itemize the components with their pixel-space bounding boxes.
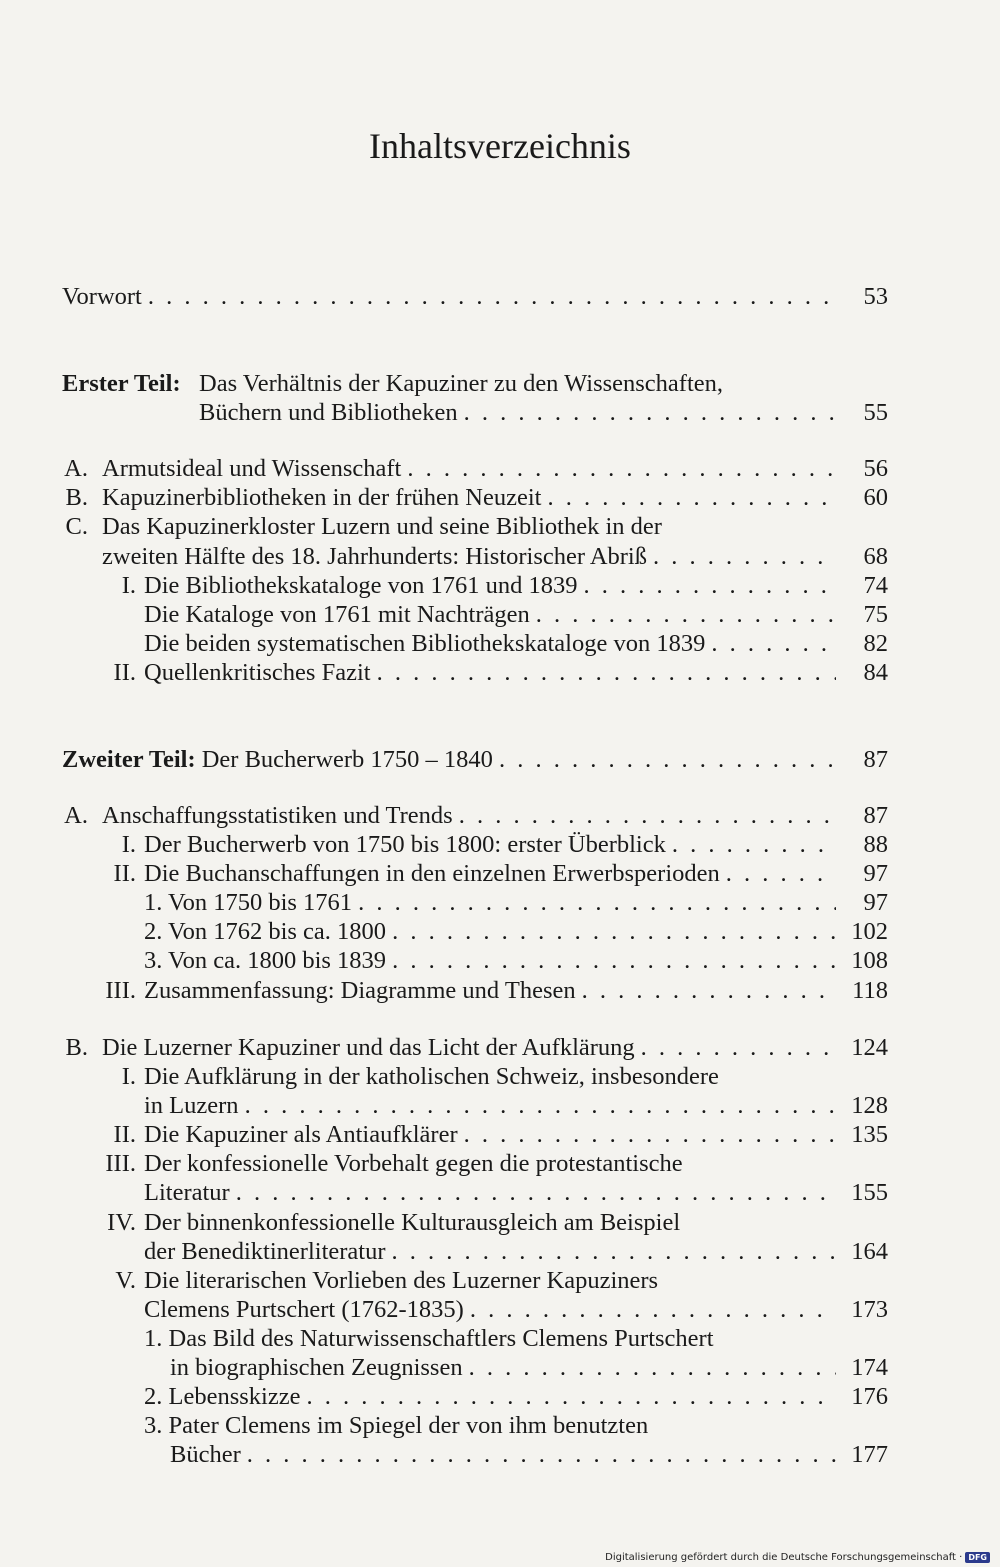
toc-entry-anschaffungsstatistiken[interactable] (102, 801, 888, 831)
dot-leader (392, 1237, 837, 1267)
toc-page-number: 102 (851, 918, 888, 945)
toc-entry-konfessioneller-vorbehalt[interactable] (144, 1178, 888, 1208)
toc-page-number: 53 (863, 283, 888, 310)
section-marker: B. (65, 1034, 88, 1061)
toc-page-number: 88 (863, 831, 888, 858)
toc-entry-text-line: 3. Pater Clemens im Spiegel der von ihm benutzten (144, 1412, 649, 1439)
dot-leader (407, 454, 836, 484)
toc-page-number: 74 (863, 572, 888, 599)
part-label: Erster Teil: (62, 370, 181, 397)
digitization-footer (605, 1552, 990, 1563)
toc-entry-biographische-zeugnisse[interactable] (170, 1353, 888, 1383)
dot-leader (464, 398, 836, 428)
toc-page-number: 135 (851, 1121, 888, 1148)
toc-page-number: 60 (863, 484, 888, 511)
toc-page-number: 155 (851, 1179, 888, 1206)
section-marker: I. (121, 1063, 136, 1090)
part-heading-erster-teil (62, 369, 181, 399)
dot-leader (641, 1033, 836, 1063)
toc-entry-text-line: Der konfessionelle Vorbehalt gegen die protestantische (144, 1150, 683, 1177)
toc-entry-text-line: Das Verhältnis der Kapuziner zu den Wissenschaften, (199, 370, 724, 397)
dot-leader (148, 282, 836, 312)
toc-entry-lebensskizze[interactable] (144, 1382, 888, 1412)
part-label: Zweiter Teil: (62, 746, 196, 773)
toc-entry-text-line: 1. Das Bild des Naturwissenschaftlers Clemens Purtschert (144, 1325, 714, 1352)
dot-leader (236, 1178, 836, 1208)
page-title: Inhaltsverzeichnis (369, 126, 631, 166)
toc-page-number: 87 (863, 746, 888, 773)
section-marker: I. (121, 831, 136, 858)
toc-entry-kataloge-1839[interactable] (144, 629, 888, 659)
toc-page-number: 56 (863, 455, 888, 482)
section-marker: A. (64, 455, 88, 482)
toc-entry-text-line: Die literarischen Vorlieben des Luzerner Kapuziners (144, 1267, 659, 1294)
toc-entry-label: 1. Von 1750 bis 1761 (144, 889, 353, 916)
toc-entry-label: 2. Lebensskizze (144, 1383, 301, 1410)
toc-entry-label: Die Buchanschaffungen in den einzelnen Erwerbsperioden (144, 860, 720, 887)
toc-entry-label: 3. Von ca. 1800 bis 1839 (144, 947, 387, 974)
dot-leader (245, 1091, 836, 1121)
toc-page-number: 164 (851, 1238, 888, 1265)
dot-leader (536, 600, 836, 630)
toc-entry-label: Die Kapuziner als Antiaufklärer (144, 1121, 458, 1148)
dot-leader (247, 1440, 836, 1470)
dot-leader (583, 571, 836, 601)
section-marker: I. (121, 572, 136, 599)
toc-entry-bucherwerb-ueberblick[interactable] (144, 830, 888, 860)
section-marker: C. (65, 513, 88, 540)
dot-leader (653, 542, 836, 572)
section-marker: II. (113, 860, 136, 887)
section-marker: B. (65, 484, 88, 511)
toc-entry-label: Anschaffungsstatistiken und Trends (102, 802, 453, 829)
toc-page-number: 118 (852, 977, 888, 1004)
toc-entry-text-line: Die Aufklärung in der katholischen Schweiz, insbesondere (144, 1063, 719, 1090)
dot-leader (582, 976, 836, 1006)
toc-entry-kapuzinerbibliotheken[interactable] (102, 483, 888, 513)
toc-entry-kataloge-1761[interactable] (144, 600, 888, 630)
dot-leader (459, 801, 836, 831)
toc-entry-antiaufklaerer[interactable] (144, 1120, 888, 1150)
dfg-logo-icon: DFG (965, 1552, 990, 1563)
toc-page-number: 75 (863, 601, 888, 628)
dot-leader (392, 946, 836, 976)
section-marker: II. (113, 659, 136, 686)
toc-page-number: 177 (851, 1441, 888, 1468)
toc-entry-label: Die Bibliothekskataloge von 1761 und 1839 (144, 572, 578, 599)
dot-leader (499, 745, 836, 775)
footer-text: Digitalisierung gefördert durch die Deutsche Forschungsgemeinschaft · (605, 1552, 963, 1563)
toc-page-number: 124 (851, 1034, 888, 1061)
toc-entry-buchanschaffungen[interactable] (144, 859, 888, 889)
toc-page-number: 108 (851, 947, 888, 974)
toc-page-number: 128 (851, 1092, 888, 1119)
dot-leader (711, 629, 836, 659)
toc-entry-licht-der-aufklaerung[interactable] (102, 1033, 888, 1063)
dot-leader (392, 917, 836, 947)
toc-entry-clemens-purtschert[interactable] (144, 1295, 888, 1325)
dot-leader (377, 658, 836, 688)
toc-entry-kulturausgleich[interactable] (144, 1237, 888, 1267)
toc-entry-label: Die Luzerner Kapuziner und das Licht der Aufklärung (102, 1034, 635, 1061)
dot-leader (547, 483, 836, 513)
section-marker: II. (113, 1121, 136, 1148)
toc-entry-label: in biographischen Zeugnissen (170, 1354, 463, 1381)
dot-leader (469, 1353, 836, 1383)
toc-entry-label: Bücher (170, 1441, 241, 1468)
toc-page-number: 87 (863, 802, 888, 829)
section-marker: III. (105, 1150, 136, 1177)
toc-page-number: 82 (863, 630, 888, 657)
toc-entry-label: Armutsideal und Wissenschaft (102, 455, 402, 482)
toc-page-number: 84 (863, 659, 888, 686)
toc-entry-label: 2. Von 1762 bis ca. 1800 (144, 918, 387, 945)
dot-leader (306, 1382, 836, 1412)
toc-entry-zusammenfassung[interactable] (144, 976, 888, 1006)
toc-entry-1762-1800[interactable] (144, 917, 888, 947)
toc-entry-1750-1761[interactable] (144, 888, 888, 918)
toc-page-number: 173 (851, 1296, 888, 1323)
toc-entry-text-line: Der binnenkonfessionelle Kulturausgleich am Beispiel (144, 1209, 681, 1236)
dot-leader (470, 1295, 836, 1325)
toc-page-number: 68 (863, 543, 888, 570)
toc-page-number: 97 (863, 889, 888, 916)
dot-leader (358, 888, 836, 918)
toc-entry-kapuzinerkloster-luzern[interactable] (102, 542, 888, 572)
toc-entry-label (62, 745, 493, 775)
toc-entry-armutsideal[interactable] (102, 454, 888, 484)
toc-entry-buecher[interactable] (170, 1440, 888, 1470)
dot-leader (672, 830, 836, 860)
dot-leader (464, 1120, 836, 1150)
toc-entry-erster-teil[interactable] (199, 398, 888, 428)
toc-entry-label: Vorwort (62, 283, 142, 310)
toc-entry-label: Quellenkritisches Fazit (144, 659, 371, 686)
toc-entry-vorwort[interactable] (62, 282, 888, 312)
toc-entry-bibliothekskataloge[interactable] (144, 571, 888, 601)
toc-entry-label: Die Kataloge von 1761 mit Nachträgen (144, 601, 530, 628)
section-marker: III. (105, 977, 136, 1004)
toc-entry-label: Clemens Purtschert (1762-1835) (144, 1296, 464, 1323)
part-title: Der Bucherwerb 1750 – 1840 (201, 746, 493, 773)
toc-entry-1800-1839[interactable] (144, 946, 888, 976)
toc-entry-text-line: Das Kapuzinerkloster Luzern und seine Bibliothek in der (102, 513, 662, 540)
toc-entry-label: Zusammenfassung: Diagramme und Thesen (144, 977, 576, 1004)
dot-leader (726, 859, 836, 889)
toc-entry-label: zweiten Hälfte des 18. Jahrhunderts: Historischer Abriß (102, 543, 647, 570)
section-marker: IV. (107, 1209, 136, 1236)
toc-page-number: 176 (851, 1383, 888, 1410)
toc-entry-quellenkritisches-fazit[interactable] (144, 658, 888, 688)
toc-entry-label: Der Bucherwerb von 1750 bis 1800: erster Überblick (144, 831, 666, 858)
toc-entry-label: der Benediktinerliteratur (144, 1238, 386, 1265)
toc-entry-label: Literatur (144, 1179, 230, 1206)
toc-page-number: 55 (863, 399, 888, 426)
toc-page-number: 174 (851, 1354, 888, 1381)
toc-entry-aufklaerung-schweiz[interactable] (144, 1091, 888, 1121)
toc-page-number: 97 (863, 860, 888, 887)
toc-entry-label: in Luzern (144, 1092, 239, 1119)
section-marker: A. (64, 802, 88, 829)
section-marker: V. (115, 1267, 136, 1294)
toc-entry-label: Kapuzinerbibliotheken in der frühen Neuzeit (102, 484, 542, 511)
toc-entry-label: Die beiden systematischen Bibliothekskataloge von 1839 (144, 630, 706, 657)
toc-entry-zweiter-teil[interactable] (62, 745, 888, 775)
toc-entry-label: Büchern und Bibliotheken (199, 399, 458, 426)
